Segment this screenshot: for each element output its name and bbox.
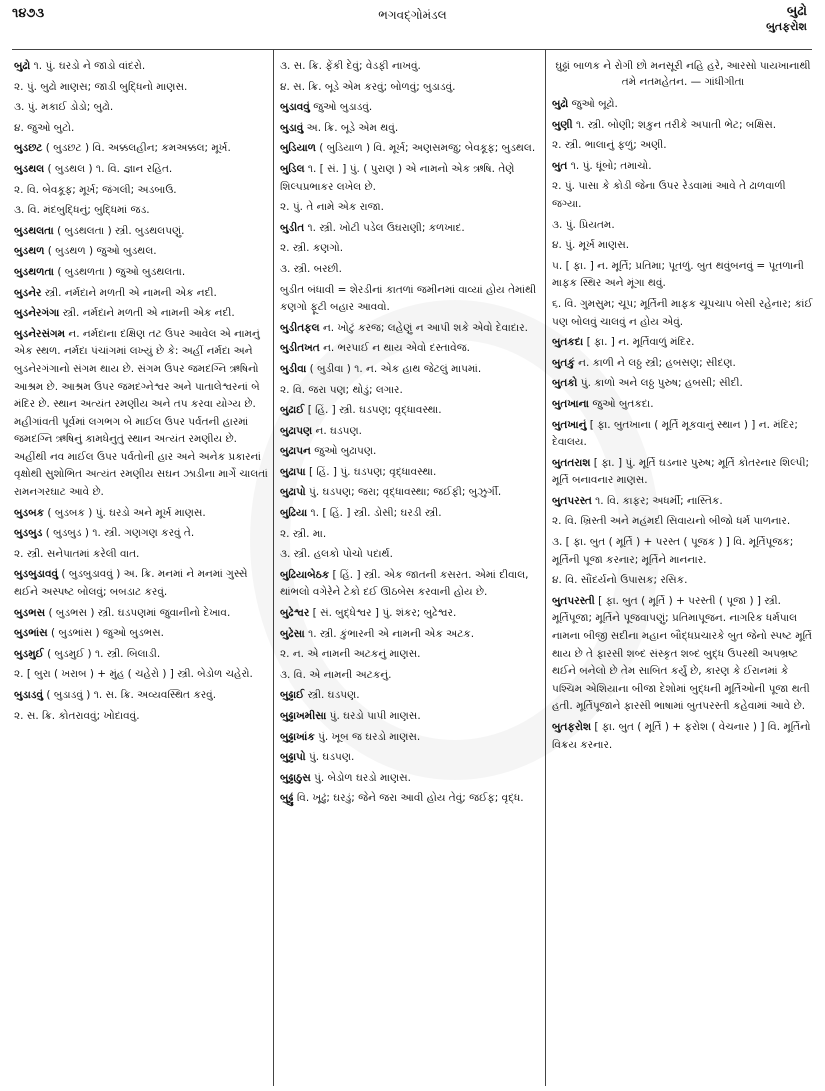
entry-headword: બુતખાનું [552,418,587,431]
entry-definition: ૨. પું. પાસા કે કોડી જેના ઉપર રેડવામાં આવે તે ઢાળવાળી જગ્યા. [552,180,786,210]
entry-headword: બુઢાપો [280,486,306,499]
entry-definition: પું. ઘરડો પાપી માણસ. [329,710,421,722]
entry-headword: બુતપરસ્તી [552,594,595,607]
dictionary-entry [552,217,814,235]
dictionary-entry [280,220,540,238]
entry-definition: ૨. ન. એ નામની અટકનું માણસ. [280,648,421,661]
entry-headword: બુડભસ [14,606,46,619]
entry-definition: પું. કાળો અને લઠ્ઠ પુરુષ; હબસી; સીદી. [580,377,743,390]
entry-definition: [ ફા. ] પું. મૂર્તિ ઘડનાર પુરુષ; મૂર્તિ કોતરનાર શિલ્પી; મૂર્તિ બનાવનાર માણસ. [552,456,809,487]
entry-headword: બુડિયાળ [280,142,316,155]
dictionary-entry [14,140,268,158]
entry-headword: બુડીતખત [280,342,320,355]
entry-headword: બુતપરસ્ત [552,494,592,507]
dictionary-entry [14,305,268,323]
dictionary-entry [14,708,268,726]
entry-definition: પું. ખૂબ જ ઘરડો માણસ. [318,730,421,743]
entry-definition: ૨. સ્ત્રી. સનેપાતમાં કરેલી વાત. [14,547,140,560]
entry-definition: ( બુડમુઈ ) ૧. સ્ત્રી. બિલાડી. [47,647,161,660]
dictionary-entry [280,567,540,602]
entry-definition: અ. ક્રિ. બૂડે એમ થવું. [306,121,399,134]
dictionary-entry [14,546,268,564]
entry-headword: બુણી [552,118,573,131]
entry-definition: સ્ત્રી. નર્મદાને મળતી એ નામની એક નદી. [62,307,235,320]
entry-definition: ( બુડાડવું ) ૧. સ. ક્રિ. અવ્યવસ્થિત કરવું. [46,689,217,701]
entry-definition: ૨. વિ. બેવકૂફ; મૂર્ખ; જંગલી; અડબાઉ. [14,183,177,196]
entry-headword: બુતકું [552,356,575,369]
dictionary-entry [280,161,540,196]
entry-definition: પું. ઘડપણ. [308,751,355,764]
entry-definition: વિ. ખૂઢું; ઘરડું; જેને જરા આવી હોય તેવું; જઈફ; વૃદ્ધ. [296,792,524,805]
dictionary-entry [552,158,814,176]
dictionary-entry [552,355,814,373]
entry-definition: ( બુડથલ ) ૧. વિ. જ્ઞાન રહિત. [47,162,173,175]
dictionary-entry [14,182,268,200]
dictionary-entry [280,626,540,644]
entry-definition: ૨. વિ. જરા પણ; થોડું; લગાર. [280,383,403,396]
dictionary-entry [280,484,540,502]
dictionary-entry [280,58,540,76]
dictionary-entry [552,237,814,255]
dictionary-entry [280,282,540,317]
entry-headword: બુડીત [280,221,305,234]
dictionary-entry [280,79,540,97]
entry-definition: ( બુડબુડાવવું ) અ. ક્રિ. મનમાં ને મનમાં ગુસ્સે થઈને અસ્પષ્ટ બોલવું; બબડાટ કરવું. [14,568,248,599]
dictionary-entry [552,137,814,155]
entry-definition: ૩. સ. ક્રિ. ફેંકી દેવું; વેડફી નાખવું. [280,60,421,72]
page-title: ભગવદ્ગોમંડલ [378,8,447,22]
dictionary-entry [280,423,540,441]
dictionary-entry [280,402,540,420]
entry-headword: બુડમુઈ [14,647,44,660]
entry-definition: ૫. [ ફા. ] ન. મૂર્તિ; પ્રતિમા; પૂતળું. બુત થવુંબનવું = પૂતળાની માફક સ્થિર અને મૂંગા થવું. [552,259,804,290]
entry-headword: બુડાડવું [14,689,44,701]
guide-word-last: બુતફરોશ [766,20,807,33]
entry-definition: ૨. સ. ક્રિ. કોતરાવવું; ખોદાવવું. [14,709,140,722]
entry-definition: ૨. પું. તે નામે એક રાજા. [280,201,384,214]
entry-definition: ૩. સ્ત્રી. હલકો પોચો પદાર્થ. [280,548,393,561]
dictionary-entry [552,719,814,754]
dictionary-entry [14,525,268,543]
dictionary-entry [280,749,540,767]
entry-headword: બુડીતફલ [280,321,320,334]
entry-definition: ( બુડભસ ) સ્ત્રી. ઘડપણમાં જુવાનીનો દેખાવ. [48,606,231,619]
dictionary-entry [14,161,268,179]
entry-definition: ૧. સ્ત્રી. કુંભારની એ નામની એક અટક. [308,627,475,640]
entry-headword: બુઢાઈ [280,404,305,417]
dictionary-entry [552,334,814,352]
dictionary-entry [552,96,814,114]
entry-definition: ( બુડભાંસ ) જુઓ બુડભસ. [51,627,164,640]
dictionary-entry [280,708,540,726]
entry-definition: ૨. સ્ત્રી. મા. [280,527,327,540]
entry-definition: [ હિં. ] સ્ત્રી. ઘડપણ; વૃદ્ધાવસ્થા. [307,404,442,417]
dictionary-entry [280,464,540,482]
column-divider [273,50,274,1086]
entry-headword: બુડનેર [14,286,42,299]
dictionary-entry [280,361,540,379]
entry-definition: ૧. વિ. કાફર; અધર્મી; નાસ્તિક. [595,494,723,507]
dictionary-entry [280,340,540,358]
entry-definition: ( બુડછટ ) વિ. અક્કલહીન; કમઅક્કલ; મૂર્ખ. [45,142,231,155]
entry-definition: ૪. વિ. સૌંદર્યનો ઉપાસક; રસિક. [552,574,688,587]
entry-definition: ( બુડથલતા ) સ્ત્રી. બુડથલપણું. [57,224,185,237]
entry-definition: જુઓ બુતકદા. [592,397,654,410]
entry-definition: ૨. વિ. ખ્રિસ્તી અને મહંમદી સિવાયનો બીજો ધર્મ પાળનાર. [552,515,791,528]
entry-definition: ૩. પું. મકાઈ ડોડો; બુઢો. [14,101,114,114]
entry-definition: ( બુડીવા ) ૧. ન. એક હાથ જેટલું માપમાં. [309,362,482,375]
entry-definition: ૧. [ હિં. ] સ્ત્રી. ડોસી; ઘરડી સ્ત્રી. [310,507,442,520]
entry-headword: બુડથળતા [14,265,54,278]
dictionary-entry [552,513,814,531]
entry-definition: ઘુઢ્ઢાં બાળક ને રોગી છો મનસૂરી નહિ હરે, આરસો પાયખાનાથી તમે નતમહેતન. — ગાંધીગીતા [555,60,811,88]
dictionary-entry [14,202,268,220]
dictionary-entry [14,120,268,138]
entry-definition: ( બુડબુડ ) ૧. સ્ત્રી. ગણગણ કરવું તે. [45,527,195,540]
dictionary-entry [280,770,540,788]
entry-headword: બુતતરાશ [552,456,591,469]
dictionary-entry [14,243,268,261]
dictionary-entry [280,120,540,138]
entry-definition: ન. ભરપાઈ ન થાય એવો દસ્તાવેજ. [323,342,470,355]
entry-headword: બુઢેસા [280,627,305,640]
entry-headword: બુઢો [14,60,31,72]
entry-definition: ૧. પું. ધૂંબો; તમાચો. [570,159,652,172]
entry-headword: બુઢ્ઢાખાંક [280,730,315,743]
dictionary-entry [280,261,540,279]
dictionary-column-2 [280,58,540,1086]
dictionary-entry [280,646,540,664]
entry-definition: ( બુડબક ) પું. ઘરડો અને મૂર્ખ માણસ. [47,506,206,519]
dictionary-entry [14,264,268,282]
dictionary-column-3 [552,58,814,1086]
dictionary-entry [280,526,540,544]
entry-headword: બુતકદા [552,336,584,349]
entry-definition: સ્ત્રી. ઘડપણ. [307,689,360,702]
dictionary-entry [552,396,814,414]
entry-headword: બુઢ્ઢું [280,792,294,805]
entry-definition: ન. ખોટું કરજ; લહેણું ન આપી શકે એવો દેવાદાર. [322,321,528,334]
entry-headword: બુડથલતા [14,224,54,237]
entry-definition: ૩. વિ. એ નામની અટકનું. [280,668,392,681]
column-divider [545,50,546,1086]
dictionary-entry [280,790,540,808]
dictionary-entry [14,605,268,623]
dictionary-entry [280,729,540,747]
entry-headword: બુડથલ [14,162,45,175]
entry-headword: બુડથળ [14,245,45,258]
entry-headword: બુઢ્ઢાઠુસ [280,771,311,784]
entry-definition: ( બુડિયાળ ) વિ. મૂર્ખ; અણસમજુ; બેવકૂફ; બુડથલ. [319,142,536,155]
dictionary-entry [552,455,814,490]
entry-headword: બુડબુડાવવું [14,568,59,581]
dictionary-entry [14,326,268,502]
entry-definition: ન. ઘડપણ. [315,424,362,437]
dictionary-entry [552,593,814,716]
entry-headword: બુઢ્ઢાખમીસા [280,710,327,722]
entry-headword: બુડછટ [14,142,43,155]
entry-definition: ૨. સ્ત્રી. કણગો. [280,242,344,255]
entry-definition: જુઓ બૂઢો. [571,98,618,110]
entry-headword: બુડભાંસ [14,627,48,640]
guide-word-first: બુઢો [786,4,807,19]
entry-definition: [ ફા. ] ન. મૂર્તિવાળું મંદિર. [586,336,695,349]
entry-headword: બુડાવું [280,121,304,134]
entry-headword: બુડનેરસંગમ [14,327,66,340]
dictionary-entry [14,646,268,664]
entry-definition: ૨. સ્ત્રી. ભાલાનું ફળું; અણી. [552,139,667,152]
dictionary-entry [14,223,268,241]
dictionary-entry [14,505,268,523]
entry-definition: [ સં. બુદ્ધેશ્વર ] પું. શંકર; બુઢેશ્વર. [312,607,457,620]
entry-definition: ૨. પું. બુઢો માણસ; જાડી બુદ્ધિનો માણસ. [14,80,188,93]
dictionary-entry [280,240,540,258]
entry-definition: ૧. સ્ત્રી. બોણી; શકુન તરીકે અપાતી ભેટ; બક્ષિસ. [575,118,777,131]
entry-definition: ૧. પું. ઘરડો ને જાડો વાંદરો. [33,60,146,72]
dictionary-entry [280,505,540,523]
page-number: ૧૪૭૩ [12,6,45,21]
dictionary-entry [14,666,268,684]
entry-headword: બુઢાપણ [280,424,313,437]
entry-headword: બુડીવા [280,362,307,375]
entry-definition: ન. નર્મદાના દક્ષિણ તટ ઉપર આવેલ એ નામનું એક સ્થળ. નર્મદા પંચાંગમાં લખ્યું છે કે: અહીં નર્મદા અને બુડનેરગંગાનો સંગમ થાય છે. સંગમ ઉપર જમદગ્નિ ઋષિનો આશ્રમ છે. આશ્રમ ઉપર જમદગ્નેશ્વર અને પાતાલેશ્વરનાં બે મંદિર છે. સ્થાન અત્યંત રમણીય અને તપ કરવા યોગ્ય છે. મહીગાંવતી પૂર્વમાં લગભગ બે માઈલ ઉપર પર્વતની હારમાં જમદગ્નિ ઋષિનું કામધેનુતું સ્થાન અત્યંત રમણીય છે. અહીંથી નવ માઈલ ઉપર પર્વતોની હાર અને અનેક પ્રકારનાં વૃક્ષોથી સુશોભિત અત્યંત રમણીય સઘન ઝાડીના માર્ગે ચાલતાં રામનગરઘાટ આવે છે. [14,327,268,499]
dictionary-entry [280,667,540,685]
dictionary-entry [280,382,540,400]
entry-definition: [ ફા. બુત ( મૂર્તિ ) + પરસ્તી ( પૂજા ) ] સ્ત્રી. મૂર્તિપૂજા; મૂર્તિને પૂજવાપણું; પ્રતિમાપૂજન. નાગરિક ધર્મપાલ નામના બીજી સદીના મહાન બૌદ્ધપ્રચારકે બુત જેનો સ્પષ્ટ મૂર્તિ થાય છે તે ફારસી શબ્દ સંસ્કૃત શબ્દ બુદ્ધ ઉપરથી અપભ્રષ્ટ થઈને બનેલો છે તેમ સાબિત કર્યું છે, કારણ કે ઈરાનમાં કે પશ્ચિમ એશિયાના બીજા દેશોમાં બુદ્ધની મૂર્તિઓની પૂજા થતી હતી. મૂર્તિપૂજાને ફારસી ભાષામાં બુતપરસ્તી કહેવામાં આવે છે. [552,594,812,713]
entry-definition: ૩. સ્ત્રી. બરછી. [280,262,343,275]
entry-definition: પું. ઘડપણ; જરા; વૃદ્ધાવસ્થા; જઈફી; બુઝુર્ગી. [309,486,502,499]
dictionary-entry [280,320,540,338]
entry-definition: [ હિં. ] પું. ઘડપણ; વૃદ્ધાવસ્થા. [308,465,437,478]
entry-definition: ૩. પું. પ્રિયતમ. [552,218,615,231]
entry-headword: બુતખાના [552,397,589,410]
entry-definition: ૧. સ્ત્રી. ખોટી પડેલ ઉઘરાણી; કળખાદ. [307,221,465,234]
dictionary-entry [280,605,540,623]
entry-headword: બુડાવવું [280,101,310,114]
entry-definition: જુઓ બુઢાપણ. [314,445,377,458]
dictionary-entry [552,417,814,452]
entry-headword: બુઢો [552,98,569,110]
dictionary-entry [552,258,814,293]
entry-headword: બુડબક [14,506,45,519]
entry-headword: બુઢ્ઢાઈ [280,689,305,702]
dictionary-entry [552,493,814,511]
entry-definition: ન. કાળી ને લઠ્ઠ સ્ત્રી; હબસણ; સીદણ. [578,356,736,369]
dictionary-entry [280,199,540,217]
dictionary-entry [14,79,268,97]
entry-definition: ૩. વિ. મંદબુદ્ધિનું; બુદ્ધિમાં જડ. [14,204,150,217]
entry-definition: ૪. જુઓ બુટો. [14,121,75,134]
dictionary-entry [14,99,268,117]
dictionary-entry [280,443,540,461]
entry-definition: [ ફા. બુતખાના ( મૂર્તિ મૂકવાનું સ્થાન ) ] ન. મંદિર; દેવાલય. [552,418,798,449]
entry-definition: [ ફા. બુત ( મૂર્તિ ) + ફરોશ ( વેચનાર ) ] વિ. મૂર્તિનો વિક્રય કરનાર. [552,721,811,751]
entry-definition: ૩. [ ફા. બુત ( મૂર્તિ ) + પરસ્ત ( પૂજક ) ] વિ. મૂર્તિપૂજક; મૂર્તિની પૂજા કરનાર; મૂર્તિને માનનાર. [552,536,794,566]
dictionary-entry [14,625,268,643]
entry-definition: ( બુડથળ ) જુઓ બુડથલ. [47,245,157,258]
dictionary-entry [552,117,814,135]
entry-definition: સ્ત્રી. નર્મદાને મળતી એ નામની એક નદી. [44,286,217,299]
entry-headword: બુઢાપન [280,445,311,458]
entry-definition: ૧. [ સં. ] પું. ( પુરાણ ) એ નામનો એક ઋષિ. તેણે શિલ્પપ્રભાકર લખેલ છે. [280,162,515,193]
dictionary-entry [280,546,540,564]
entry-definition: ( બુડથળતા ) જુઓ બુડથલતા. [57,265,186,278]
entry-definition: જુઓ બુડાડવું. [313,101,373,114]
header-rule [12,49,812,50]
entry-headword: બુઢિયા [280,507,308,520]
entry-definition: ૬. વિ. ગુમસુમ; ચૂપ; મૂર્તિની માફક ચૂપચાપ બેસી રહેનાર; કાંઈ પણ બોલવું ચાલવું ન હોય એવું. [552,297,813,328]
entry-headword: બુડિલ [280,162,305,175]
dictionary-entry [280,687,540,705]
entry-headword: બુતકો [552,377,578,390]
entry-definition: ૪. સ. ક્રિ. બૂડે એમ કરવું; બોળવું; બુડાડવું. [280,80,456,93]
dictionary-entry [280,99,540,117]
entry-headword: બુડનેરગંગા [14,307,60,320]
dictionary-column-1 [14,58,268,1086]
entry-headword: બુતફરોશ [552,721,592,733]
dictionary-entry [14,58,268,76]
dictionary-entry [14,566,268,601]
page-header [0,0,825,33]
entry-headword: બુડબુડ [14,527,43,540]
entry-definition: [ હિં. ] સ્ત્રી. એક જાતની કસરત. એમાં દીવાલ, થાંભલો વગેરેને ટેકો દઈ ઊઠબેસ કરવાની હોય છે. [280,568,529,599]
dictionary-entry [14,687,268,705]
dictionary-entry [552,58,814,90]
dictionary-entry [280,140,540,158]
dictionary-entry [552,375,814,393]
entry-headword: બુઢ્ઢાપો [280,751,306,764]
dictionary-entry [552,296,814,331]
dictionary-entry [552,534,814,569]
dictionary-entry [14,285,268,303]
entry-definition: ૪. પું. મૂર્ખ માણસ. [552,239,630,252]
entry-headword: બુઢિયાબેઠક [280,568,330,581]
dictionary-entry [552,178,814,213]
entry-headword: બુઢાપા [280,465,306,478]
entry-definition: બુડીત બંધાવી = શેરડીનાં કાતળાં જમીનમાં વાવ્યાં હોય તેમાંથી કણગો ફૂટી બહાર આવવો. [280,283,537,314]
dictionary-entry [552,572,814,590]
entry-definition: ૨. [ બુરા ( ખરાબ ) + મુંહ ( ચહેરો ) ] સ્ત્રી. બેડોળ ચહેરો. [14,668,253,681]
entry-headword: બુઢેશ્વર [280,607,310,620]
entry-headword: બુત [552,159,568,172]
entry-definition: પું. બેડોળ ઘરડો માણસ. [314,771,411,784]
